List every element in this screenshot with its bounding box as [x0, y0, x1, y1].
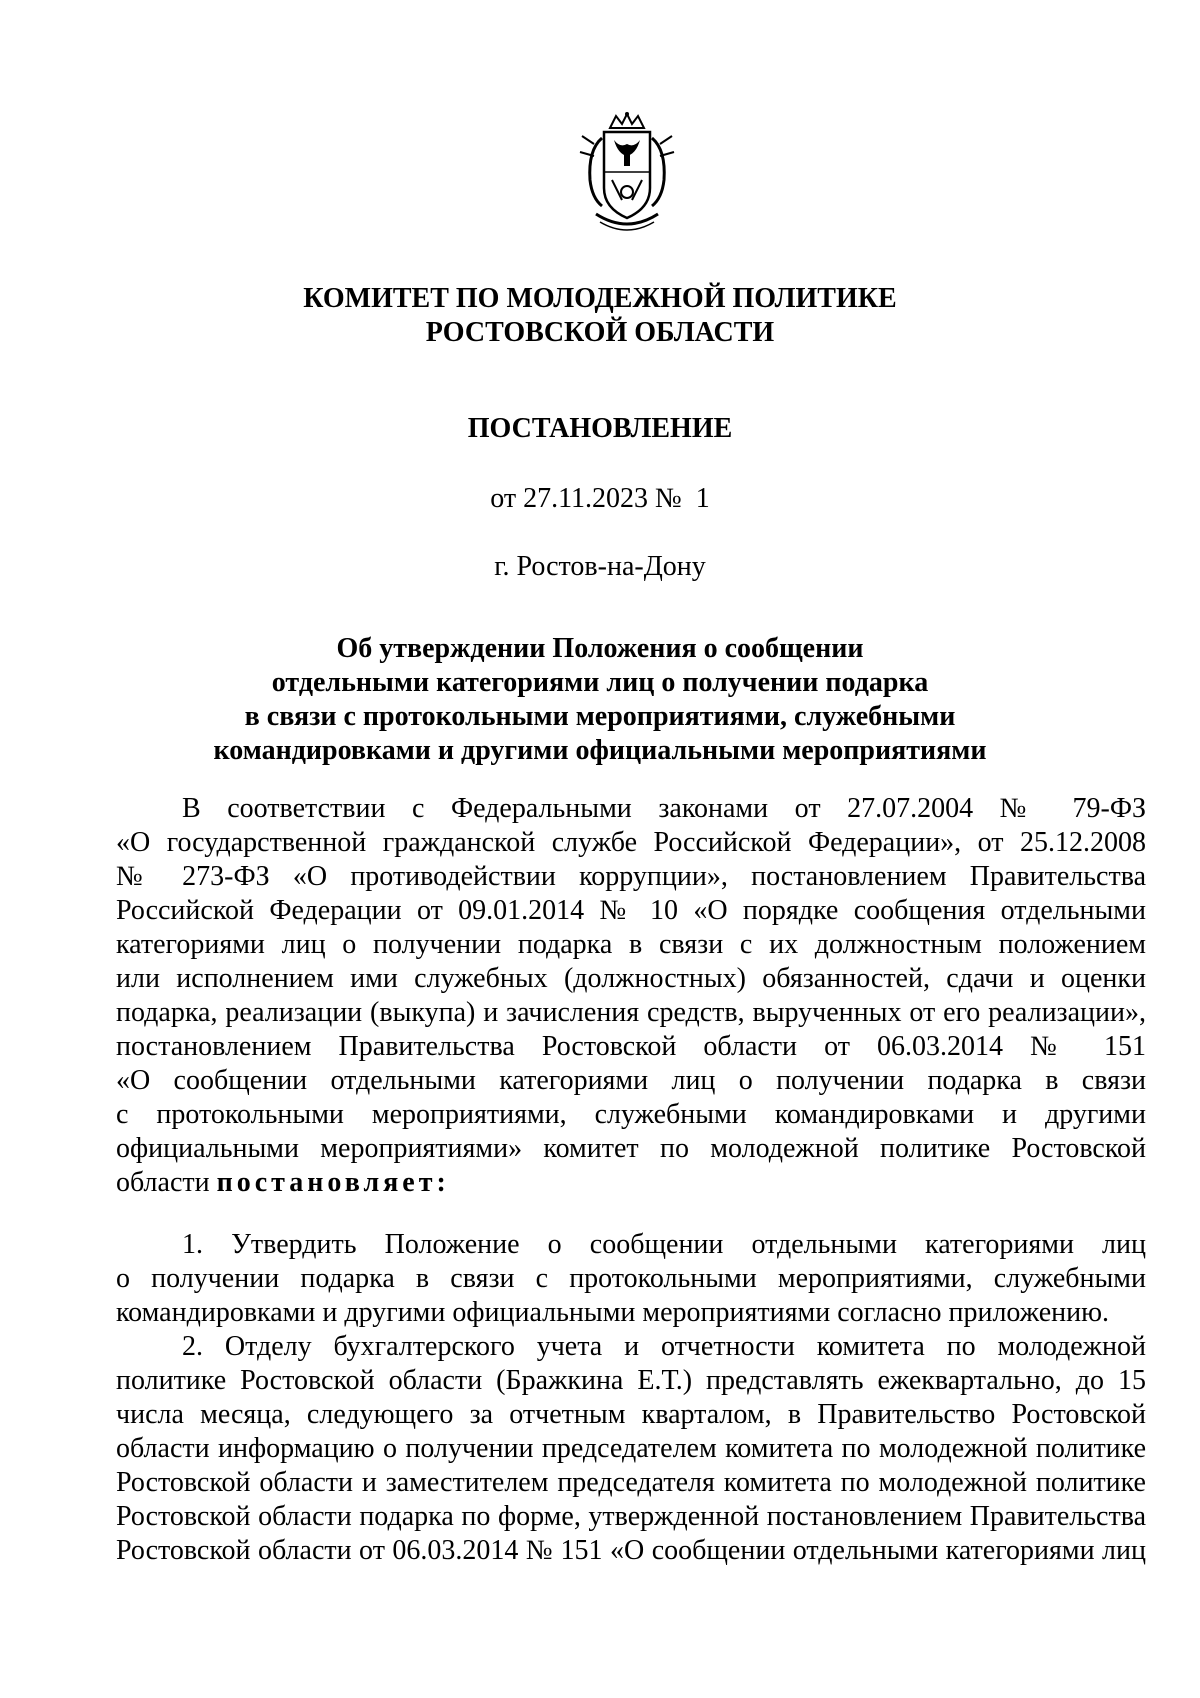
document-title-line: Об утверждении Положения о сообщении — [336, 633, 864, 664]
document-title-line: командировками и другими официальными мероприятиями — [213, 735, 987, 766]
paragraph-line: политике Ростовской области (Бражкина Е.Т.) представлять ежеквартально, до 15 — [116, 1365, 1146, 1396]
paragraph-line: или исполнением ими служебных (должностных) обязанностей, сдачи и оценки — [116, 963, 1146, 994]
document-title-line: в связи с протокольными мероприятиями, служебными — [244, 701, 956, 732]
paragraph-line: подарка, реализации (выкупа) и зачисления средств, вырученных от его реализации», — [116, 997, 1146, 1028]
paragraph-line-last — [116, 1166, 1146, 1200]
paragraph-line: № 273-ФЗ «О противодействии коррупции», постановлением Правительства — [116, 861, 1146, 892]
document-city: г. Ростов-на-Дону — [494, 551, 706, 582]
resolution-keyword: постановляет: — [216, 1167, 450, 1198]
document-title-line: отдельными категориями лиц о получении подарка — [271, 667, 929, 698]
paragraph-line: 1. Утвердить Положение о сообщении отдельными категориями лиц — [182, 1229, 1146, 1260]
paragraph-line: числа месяца, следующего за отчетным кварталом, в Правительство Ростовской — [116, 1399, 1146, 1430]
paragraph-line: Российской Федерации от 09.01.2014 № 10 «О порядке сообщения отдельными — [116, 895, 1146, 926]
paragraph-line: официальными мероприятиями» комитет по молодежной политике Ростовской — [116, 1133, 1146, 1164]
paragraph-line-text: области — [116, 1167, 217, 1198]
paragraph-line: Ростовской области от 06.03.2014 № 151 «О сообщении отдельными категориями лиц — [116, 1535, 1146, 1566]
paragraph-line: категориями лиц о получении подарка в связи с их должностным положением — [116, 929, 1146, 960]
coat-of-arms-icon — [572, 110, 682, 240]
paragraph-line: Ростовской области подарка по форме, утвержденной постановлением Правительства — [116, 1501, 1146, 1532]
paragraph-line: «О государственной гражданской службе Российской Федерации», от 25.12.2008 — [116, 827, 1146, 858]
preamble-paragraph — [116, 792, 1146, 1200]
item-2-paragraph — [116, 1330, 1146, 1568]
document-type: ПОСТАНОВЛЕНИЕ — [467, 413, 733, 444]
organization-name-line1: КОМИТЕТ ПО МОЛОДЕЖНОЙ ПОЛИТИКЕ — [303, 283, 897, 314]
paragraph-line: Ростовской области и заместителем председателя комитета по молодежной политике — [116, 1467, 1146, 1498]
paragraph-line: В соответствии с Федеральными законами от 27.07.2004 № 79-ФЗ — [182, 793, 1146, 824]
document-date-number: от 27.11.2023 № 1 — [490, 483, 710, 514]
paragraph-line: с протокольными мероприятиями, служебными командировками и другими — [116, 1099, 1146, 1130]
organization-name-line2: РОСТОВСКОЙ ОБЛАСТИ — [425, 317, 775, 348]
paragraph-line: 2. Отделу бухгалтерского учета и отчетности комитета по молодежной — [182, 1331, 1146, 1362]
paragraph-line: «О сообщении отдельными категориями лиц о получении подарка в связи — [116, 1065, 1146, 1096]
item-1-paragraph — [116, 1228, 1146, 1330]
paragraph-line: о получении подарка в связи с протокольными мероприятиями, служебными — [116, 1263, 1146, 1294]
paragraph-line: области информацию о получении председателем комитета по молодежной политике — [116, 1433, 1146, 1464]
paragraph-line: постановлением Правительства Ростовской области от 06.03.2014 № 151 — [116, 1031, 1146, 1062]
paragraph-line: командировками и другими официальными мероприятиями согласно приложению. — [116, 1297, 1110, 1328]
